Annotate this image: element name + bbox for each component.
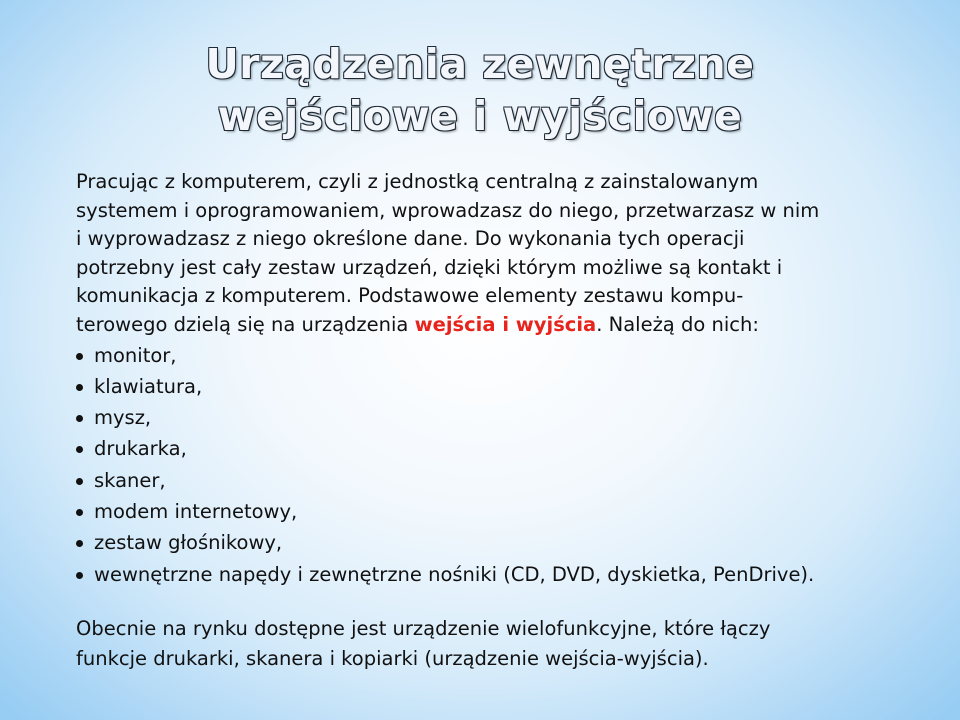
intro-line: Pracując z komputerem, czyli z jednostką centralną z zainstalowanym xyxy=(76,170,759,193)
list-item: mysz, xyxy=(76,402,876,433)
intro-line: potrzebny jest cały zestaw urządzeń, dzięki którym możliwe są kontakt i xyxy=(76,255,783,279)
list-item: zestaw głośnikowy, xyxy=(76,527,876,558)
intro-line: i wyprowadzasz z niego określone dane. Do wykonania tych operacji xyxy=(76,227,745,251)
intro-line: komunikacja z komputerem. Podstawowe elementy zestawu kompu- xyxy=(76,284,744,308)
closing-paragraph xyxy=(76,614,876,674)
list-item: monitor, xyxy=(76,340,876,371)
intro-line-prefix: terowego dzielą się na urządzenia xyxy=(76,312,415,336)
closing-line: Obecnie na rynku dostępne jest urządzenie wielofunkcyjne, które łączy xyxy=(76,616,771,640)
slide-title xyxy=(0,38,960,142)
list-item: wewnętrzne napędy i zewnętrzne nośniki (CD, DVD, dyskietka, PenDrive). xyxy=(76,559,876,590)
slide-title-line-2: wejściowe i wyjściowe xyxy=(217,92,743,140)
highlight-text: wejścia i wyjścia xyxy=(414,312,597,336)
list-item: modem internetowy, xyxy=(76,496,876,527)
list-item: skaner, xyxy=(76,465,876,496)
intro-paragraph xyxy=(76,168,876,340)
closing-line: funkcje drukarki, skanera i kopiarki (urządzenie wejścia-wyjścia). xyxy=(76,646,709,670)
list-item: drukarka, xyxy=(76,433,876,464)
intro-line: systemem i oprogramowaniem, wprowadzasz do niego, przetwarzasz w nim xyxy=(76,198,820,222)
slide-title-line-1: Urządzenia zewnętrzne xyxy=(205,40,755,88)
intro-line-suffix: . Należą do nich: xyxy=(596,312,759,336)
device-list xyxy=(76,340,876,590)
list-item: klawiatura, xyxy=(76,371,876,402)
slide-body xyxy=(76,168,876,674)
